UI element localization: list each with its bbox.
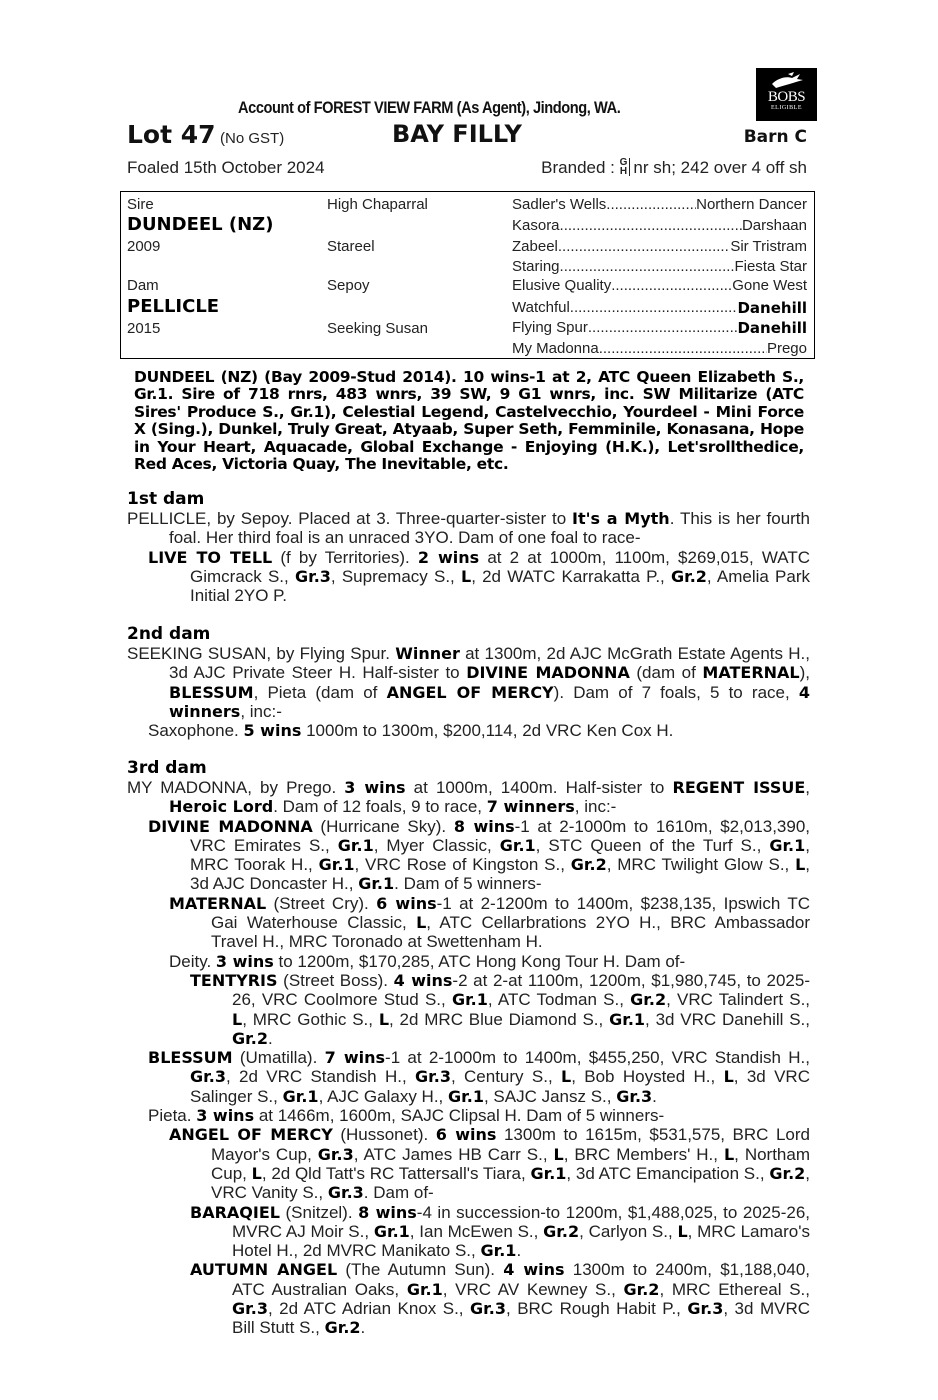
pedigree-entry: Pieta. 3 wins at 1466m, 1600m, SAJC Clipsal H. Dam of 5 winners- [148,1106,665,1126]
pedigree-entry: ANGEL OF MERCY (Hussonet). 6 wins 1300m to 1615m, $531,575, BRC Lord Mayor's Cup, Gr.3, ATC James HB Carr S., L, BRC Members' H., L, Northam Cup, L, 2d Qld Tatt's RC Tattersall's Tiara, Gr.1, 3d ATC Emancipation S., Gr.2, VRC Vanity S., Gr.3. Dam of- [169,1125,811,1203]
grandparent-row: Zabeel ..... Sir Tristram [512,238,807,255]
pedigree-entry: LIVE TO TELL (f by Territories). 2 wins at 2 at 1000m, 1100m, $269,015, WATC Gimcrack S., Gr.3, Supremacy S., L, 2d WATC Karrakatta P., Gr.2, Amelia Park Initial 2YO P. [148,547,810,606]
pedigree-entry: SEEKING SUSAN, by Flying Spur. Winner at 1300m, 2d AJC McGrath Estate Agents H., 3d AJC Private Steer H. Half-sister to DIVINE MADONNA (dam of MATERNAL), BLESSUM, Pieta (dam of ANGEL OF MERCY). Dam of 7 foals, 5 to race, 4 winners, inc:- [127,644,811,721]
brand-mark-icon: G H [620,158,631,176]
grandparent-row: Watchful ..... Danehill [512,299,807,317]
section-title: 3rd dam [127,758,207,778]
sire-year: 2009 [127,238,161,255]
pedigree-entry: TENTYRIS (Street Boss). 4 wins-2 at 2-at 1100m, 1200m, $1,980,745, to 2025-26, VRC Coolmore Stud S., Gr.1, ATC Todman S., Gr.2, VRC Talindert S., L, MRC Gothic S., L, 2d MRC Blue Diamond S., Gr.1, 3d VRC Danehill S., Gr.2. [190,970,811,1048]
pedigree-entry: BLESSUM (Umatilla). 7 wins-1 at 2-1000m to 1400m, $455,250, VRC Standish H., Gr.3, 2d VRC Standish H., Gr.3, Century S., L, Bob Hoysted H., L, 3d VRC Salinger S., Gr.1, AJC Galaxy H., Gr.1, SAJC Jansz S., Gr.3. [148,1048,810,1106]
logo-title: BOBS [767,89,806,105]
lot-number: Lot 47 [127,120,216,149]
sire-name: DUNDEEL (NZ) [127,214,274,235]
sire-label: Sire [127,196,154,213]
first-dam-section [127,490,810,605]
vendor-account: Account of FOREST VIEW FARM (As Agent), Jindong, WA. [238,98,621,117]
sire-sire: High Chaparral [327,196,428,213]
gst-note: (No GST) [220,130,285,147]
grandparent-row: Kasora ..... Darshaan [512,217,807,234]
pedigree-entry: DIVINE MADONNA (Hurricane Sky). 8 wins-1 at 2-1000m to 1610m, $2,013,390, VRC Emirates S., Gr.1, Myer Classic, Gr.1, STC Queen of the Turf S., Gr.1, MRC Toorak H., Gr.1, VRC Rose of Kingston S., Gr.2, MRC Twilight Glow S., L, 3d AJC Doncaster H., Gr.1. Dam of 5 winners- [148,816,811,894]
grandparent-row: Flying Spur ..... Danehill [512,319,807,337]
branded-label: Branded : [541,158,615,177]
foaled-date: Foaled 15th October 2024 [127,158,325,177]
brand-info [541,158,807,178]
pedigree-entry: MY MADONNA, by Prego. 3 wins at 1000m, 1400m. Half-sister to REGENT ISSUE, Heroic Lord. Dam of 12 foals, 9 to race, 7 winners, inc:- [127,778,811,817]
grandparent-row: Staring ..... Fiesta Star [512,258,807,275]
pedigree-entry: Saxophone. 5 wins 1000m to 1300m, $200,114, 2d VRC Ken Cox H. [148,721,674,741]
dam-dam: Seeking Susan [327,320,428,337]
pedigree-entry: AUTUMN ANGEL (The Autumn Sun). 4 wins 1300m to 2400m, $1,188,040, ATC Australian Oaks, Gr.1, VRC AV Kewney S., Gr.2, MRC Ethereal S., Gr.3, 2d ATC Adrian Knox S., Gr.3, BRC Rough Habit P., Gr.3, 3d MVRC Bill Stutt S., Gr.2. [190,1260,811,1338]
section-title: 1st dam [127,489,205,509]
logo-subtitle: ELIGIBLE [771,105,802,111]
barn-location: Barn C [743,127,807,147]
brand-text: nr sh; 242 over 4 off sh [633,158,807,177]
sire-summary: DUNDEEL (NZ) (Bay 2009-Stud 2014). 10 wins-1 at 2, ATC Queen Elizabeth S., Gr.1. Sire of 718 rnrs, 483 wnrs, 39 SW, 9 G1 wnrs, inc. SW Militarize (ATC Sires' Produce S., Gr.1), Celestial Legend, Castelvecchio, Yourdeel - Mini Force X (Sing.), Dunkel, Truly Great, Atyaab, Super Seth, Femminile, Konasana, Hope in Your Heart, Aquacade, Global Exchange - Enjoying (H.K.), Let'srollthedice, Red Aces, Victoria Quay, The Inevitable, etc. [134,368,804,474]
lot-heading [127,120,284,149]
section-title: 2nd dam [127,624,211,644]
grandparent-row: Elusive Quality ..... Gone West [512,277,807,294]
section-body [127,644,810,740]
grandparent-row: Sadler's Wells ..... Northern Dancer [512,196,807,213]
dam-label: Dam [127,277,159,294]
dam-name: PELLICLE [127,296,220,317]
section-body [127,509,810,605]
pedigree-entry: Deity. 3 wins to 1200m, $170,285, ATC Hong Kong Tour H. Dam of- [169,951,686,971]
pedigree-table [120,191,815,359]
pedigree-entry: PELLICLE, by Sepoy. Placed at 3. Three-quarter-sister to It's a Myth. This is her fourth foal. Her third foal is an unraced 3YO. Dam of one foal to race- [127,509,810,548]
sire-dam: Stareel [327,238,375,255]
horse-head-icon [770,72,804,90]
second-dam-section [127,625,810,740]
dam-year: 2015 [127,320,161,337]
grandparent-row: My Madonna ..... Prego [512,340,807,357]
bobs-eligible-logo [756,68,817,121]
pedigree-entry: MATERNAL (Street Cry). 6 wins-1 at 2-1200m to 1400m, $238,135, Ipswich TC Gai Waterhouse Classic, L, ATC Cellarbrations 2YO H., BRC Ambassador Travel H., MRC Toronado at Swettenham H. [169,893,810,952]
section-body [127,778,810,1338]
dam-sire: Sepoy [327,277,370,294]
third-dam-section [127,759,810,1338]
pedigree-entry: BARAQIEL (Snitzel). 8 wins-4 in succession-to 1200m, $1,488,025, to 2025-26, MVRC AJ Moir S., Gr.1, Ian McEwen S., Gr.2, Carlyon S., L, MRC Lamaro's Hotel H., 2d MVRC Manikato S., Gr.1. [190,1202,810,1261]
horse-description: BAY FILLY [392,120,522,148]
